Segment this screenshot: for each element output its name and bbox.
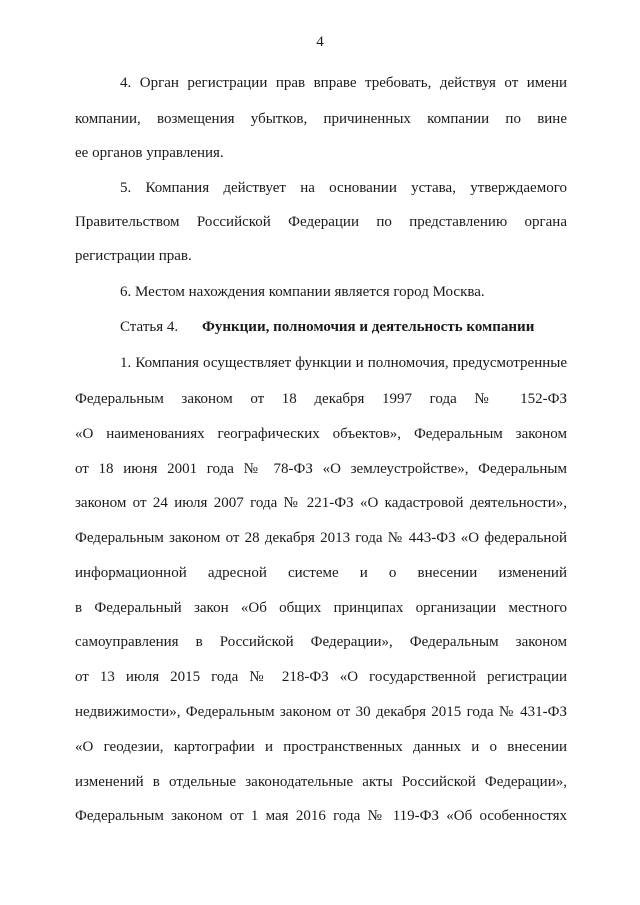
text-line: изменений в отдельные законодательные акты Российской Федерации», bbox=[75, 774, 567, 790]
text-line: Федеральным законом от 18 декабря 1997 года № 152-ФЗ bbox=[75, 391, 567, 407]
text-line: Правительством Российской Федерации по представлению органа bbox=[75, 214, 567, 230]
text-line: законом от 24 июля 2007 года № 221-ФЗ «О кадастровой деятельности», bbox=[75, 495, 567, 511]
text-line: «О геодезии, картографии и пространственных данных и о внесении bbox=[75, 739, 567, 755]
text-line: информационной адресной системе и о внесении изменений bbox=[75, 565, 567, 581]
page-number: 4 bbox=[316, 34, 324, 50]
article-title: Функции, полномочия и деятельность компании bbox=[202, 319, 535, 335]
text-line: Федеральным законом от 28 декабря 2013 года № 443-ФЗ «О федеральной bbox=[75, 530, 567, 546]
text-line: ее органов управления. bbox=[75, 145, 224, 161]
text-line: самоуправления в Российской Федерации», Федеральным законом bbox=[75, 634, 567, 650]
text-line: «О наименованиях географических объектов», Федеральным законом bbox=[75, 426, 567, 442]
text-line: 6. Местом нахождения компании является город Москва. bbox=[120, 284, 485, 300]
text-line: от 18 июня 2001 года № 78-ФЗ «О землеустройстве», Федеральным bbox=[75, 461, 567, 477]
text-line: 4. Орган регистрации прав вправе требовать, действуя от имени bbox=[120, 75, 567, 91]
text-line: компании, возмещения убытков, причиненных компании по вине bbox=[75, 111, 567, 127]
text-line: 1. Компания осуществляет функции и полномочия, предусмотренные bbox=[120, 355, 567, 371]
text-line: от 13 июля 2015 года № 218-ФЗ «О государственной регистрации bbox=[75, 669, 567, 685]
article-number: Статья 4. bbox=[120, 319, 179, 335]
text-line: в Федеральный закон «Об общих принципах организации местного bbox=[75, 600, 567, 616]
article-heading bbox=[120, 318, 567, 336]
text-line: недвижимости», Федеральным законом от 30 декабря 2015 года № 431-ФЗ bbox=[75, 704, 567, 720]
text-line: регистрации прав. bbox=[75, 248, 192, 264]
text-line: 5. Компания действует на основании устава, утверждаемого bbox=[120, 180, 567, 196]
text-line: Федеральным законом от 1 мая 2016 года № 119-ФЗ «Об особенностях bbox=[75, 808, 567, 824]
